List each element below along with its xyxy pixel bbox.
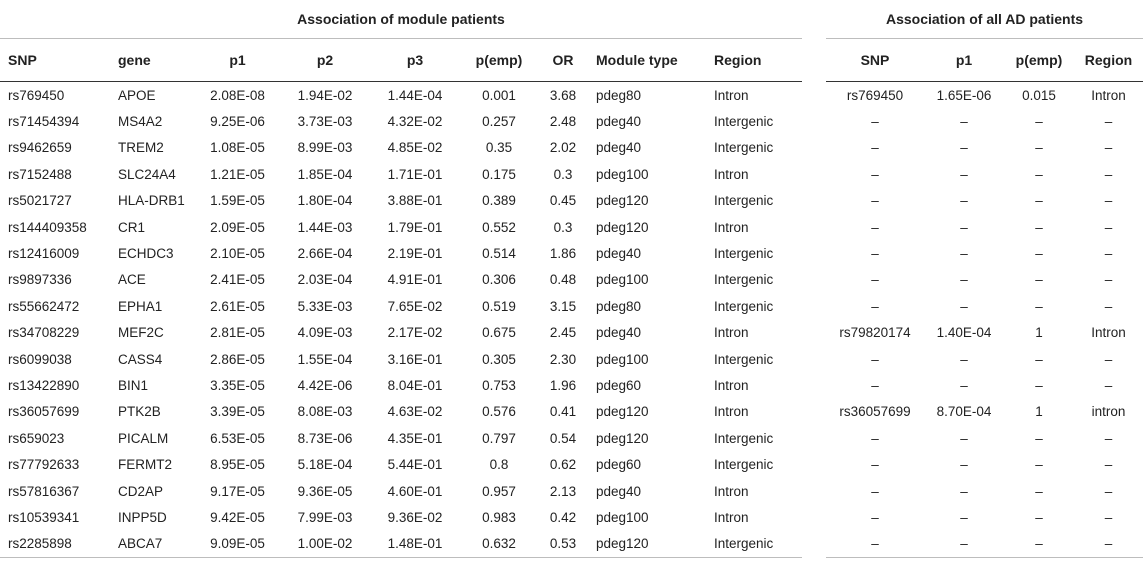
cell-snp-all: – <box>871 272 879 288</box>
cell-pemp-all: – <box>1035 272 1043 288</box>
cell-p1: 2.09E-05 <box>210 219 265 235</box>
cell-p3: 3.88E-01 <box>387 193 443 209</box>
cell-region-all: – <box>1104 272 1113 288</box>
cell-region: Intergenic <box>714 114 774 130</box>
cell-gene: FERMT2 <box>118 457 172 473</box>
cell-gene: APOE <box>118 87 156 103</box>
cell-p1: 9.09E-05 <box>195 531 280 558</box>
group-header-module: Association of module patients <box>0 0 802 39</box>
cell-module-type: pdeg120 <box>596 219 649 235</box>
cell-pemp: 0.983 <box>482 509 516 525</box>
cell-pemp-all: – <box>1035 166 1043 182</box>
cell-snp: rs5021727 <box>8 193 72 209</box>
cell-p3: 1.44E-04 <box>387 87 443 103</box>
cell-snp: rs57816367 <box>8 483 80 499</box>
cell-p3: 4.32E-02 <box>387 114 443 130</box>
cell-or: 0.42 <box>549 509 577 525</box>
cell-or: 0.62 <box>549 457 577 473</box>
cell-p1: 1.08E-05 <box>210 140 265 156</box>
cell-p2: 5.33E-03 <box>297 298 353 314</box>
cell-pemp-all: – <box>1035 457 1043 473</box>
cell-pemp: 0.552 <box>482 219 516 235</box>
cell-or: 2.48 <box>549 114 577 130</box>
cell-pemp: 0.257 <box>482 114 516 130</box>
cell-pemp-all: 0.015 <box>1022 87 1056 103</box>
cell-p3: 3.16E-01 <box>387 351 443 367</box>
cell-gap <box>802 161 826 187</box>
cell-pemp-all: – <box>1035 483 1043 499</box>
cell-p1-all: – <box>960 219 968 235</box>
table-row <box>0 293 1143 319</box>
cell-snp-all: – <box>871 166 879 182</box>
cell-or: 0.54 <box>549 430 577 446</box>
group-header-all-ad: Association of all AD patients <box>826 0 1143 39</box>
cell-p1: 3.35E-05 <box>210 377 265 393</box>
table-body <box>0 82 1143 558</box>
cell-region: Intergenic <box>714 430 774 446</box>
table-row <box>0 478 1143 504</box>
cell-p3: 7.65E-02 <box>387 298 443 314</box>
cell-region: Intergenic <box>714 457 774 473</box>
cell-snp-all: – <box>871 246 879 262</box>
cell-pemp: 0.175 <box>482 166 516 182</box>
cell-snp: rs13422890 <box>8 377 80 393</box>
cell-p1: 2.86E-05 <box>210 351 265 367</box>
cell-p2: 8.08E-03 <box>297 404 353 420</box>
cell-module-type: pdeg40 <box>596 483 642 499</box>
cell-p2: 1.00E-02 <box>280 531 370 558</box>
cell-region: Intron <box>714 166 749 182</box>
cell-snp-all: – <box>871 298 879 314</box>
cell-gap <box>802 399 826 425</box>
cell-or: 1.86 <box>549 246 577 262</box>
cell-module-type: pdeg40 <box>596 114 642 130</box>
cell-pemp: 0.753 <box>482 377 516 393</box>
table-row <box>0 399 1143 425</box>
cell-gap <box>802 372 826 398</box>
cell-pemp-all: – <box>1035 140 1043 156</box>
cell-p1: 2.41E-05 <box>210 272 265 288</box>
cell-pemp: 0.797 <box>482 430 516 446</box>
cell-pemp: 0.519 <box>482 298 516 314</box>
cell-region-all: Intron <box>1091 325 1126 341</box>
cell-pemp-all: 1 <box>1035 404 1043 420</box>
cell-gap <box>802 214 826 240</box>
cell-p1: 8.95E-05 <box>210 457 265 473</box>
cell-module-type: pdeg100 <box>596 509 649 525</box>
cell-module-type: pdeg120 <box>596 193 649 209</box>
cell-region: Intergenic <box>714 193 774 209</box>
cell-p1-all: – <box>960 377 968 393</box>
cell-snp-all: – <box>871 114 879 130</box>
cell-region-all: – <box>1104 114 1113 130</box>
cell-p1: 1.21E-05 <box>210 166 265 182</box>
cell-snp: rs55662472 <box>8 298 80 314</box>
cell-region: Intergenic <box>714 351 774 367</box>
table-row <box>0 161 1143 187</box>
cell-p2: 4.09E-03 <box>297 325 353 341</box>
cell-p1-all: – <box>960 114 968 130</box>
cell-p1: 1.59E-05 <box>210 193 265 209</box>
cell-gap <box>802 188 826 214</box>
cell-snp: rs769450 <box>8 87 65 103</box>
cell-gene: ECHDC3 <box>118 246 174 262</box>
col-header-p1-all: p1 <box>924 39 1004 82</box>
cell-p3: 4.60E-01 <box>387 483 443 499</box>
cell-or: 3.68 <box>549 87 577 103</box>
table-row <box>0 82 1143 109</box>
cell-pemp: 0.305 <box>482 351 516 367</box>
cell-module-type: pdeg100 <box>596 166 649 182</box>
cell-snp-all: – <box>871 193 879 209</box>
cell-snp-all: – <box>871 351 879 367</box>
cell-gap <box>802 504 826 530</box>
cell-snp: rs2285898 <box>0 531 110 558</box>
table-row <box>0 135 1143 161</box>
cell-or: 0.45 <box>549 193 577 209</box>
cell-pemp: 0.514 <box>482 246 516 262</box>
cell-p1: 2.81E-05 <box>210 325 265 341</box>
cell-snp: rs36057699 <box>8 404 80 420</box>
cell-pemp: 0.35 <box>485 140 513 156</box>
cell-gap <box>802 451 826 477</box>
cell-region-all: – <box>1104 219 1113 235</box>
cell-snp-all: – <box>871 457 879 473</box>
cell-snp-all: rs36057699 <box>839 404 911 420</box>
cell-p1-all: – <box>924 531 1004 558</box>
cell-snp-all: – <box>826 531 924 558</box>
table-row <box>0 320 1143 346</box>
col-header-region: Region <box>706 39 802 82</box>
cell-snp: rs9897336 <box>8 272 72 288</box>
cell-gene: HLA-DRB1 <box>118 193 185 209</box>
cell-p1-all: 1.40E-04 <box>936 325 992 341</box>
cell-snp-all: – <box>871 377 879 393</box>
cell-region-all: Intron <box>1091 87 1126 103</box>
cell-gene: CR1 <box>118 219 146 235</box>
cell-region-all: – <box>1104 298 1113 314</box>
cell-p1: 9.17E-05 <box>210 483 265 499</box>
cell-gene: CASS4 <box>118 351 163 367</box>
cell-p3: 1.79E-01 <box>387 219 443 235</box>
cell-module-type: pdeg120 <box>596 404 649 420</box>
cell-module-type: pdeg40 <box>596 325 642 341</box>
cell-region: Intergenic <box>706 531 802 558</box>
cell-p1-all: – <box>960 430 968 446</box>
cell-region: Intron <box>714 509 749 525</box>
cell-pemp-all: – <box>1035 219 1043 235</box>
cell-snp: rs659023 <box>8 430 65 446</box>
cell-p3: 5.44E-01 <box>387 457 443 473</box>
cell-p1-all: – <box>960 298 968 314</box>
col-header-p2: p2 <box>280 39 370 82</box>
cell-gene: SLC24A4 <box>118 166 176 182</box>
cell-p1-all: – <box>960 509 968 525</box>
cell-p2: 4.42E-06 <box>297 377 353 393</box>
cell-p3: 8.04E-01 <box>387 377 443 393</box>
cell-p1-all: – <box>960 166 968 182</box>
cell-module-type: pdeg40 <box>596 140 642 156</box>
cell-gene: ABCA7 <box>110 531 195 558</box>
cell-pemp-all: – <box>1035 351 1043 367</box>
cell-module-type: pdeg80 <box>596 87 642 103</box>
cell-p1: 2.08E-08 <box>210 87 265 103</box>
cell-snp: rs34708229 <box>8 325 80 341</box>
cell-p3: 4.91E-01 <box>387 272 443 288</box>
cell-region-all: – <box>1104 430 1113 446</box>
cell-snp: rs77792633 <box>8 457 80 473</box>
cell-gene: MEF2C <box>118 325 164 341</box>
cell-region: Intergenic <box>714 272 774 288</box>
header-gap <box>802 39 826 82</box>
table-row <box>0 451 1143 477</box>
cell-snp-all: rs79820174 <box>839 325 911 341</box>
cell-p1-all: 8.70E-04 <box>936 404 992 420</box>
cell-pemp: 0.001 <box>482 87 516 103</box>
cell-p2: 1.44E-03 <box>297 219 353 235</box>
cell-p1: 9.25E-06 <box>210 114 265 130</box>
cell-gap <box>802 531 826 558</box>
cell-snp: rs9462659 <box>8 140 72 156</box>
cell-p2: 9.36E-05 <box>297 483 353 499</box>
cell-p3: 9.36E-02 <box>387 509 443 525</box>
cell-module-type: pdeg60 <box>596 377 642 393</box>
cell-pemp: 0.632 <box>460 531 538 558</box>
table-row <box>0 188 1143 214</box>
cell-gene: BIN1 <box>118 377 149 393</box>
cell-p3: 2.19E-01 <box>387 246 443 262</box>
cell-module-type: pdeg120 <box>596 430 649 446</box>
table-row <box>0 267 1143 293</box>
cell-gap <box>802 478 826 504</box>
cell-p1: 2.10E-05 <box>210 246 265 262</box>
cell-gene: EPHA1 <box>118 298 163 314</box>
column-header-row <box>0 39 1143 82</box>
cell-gene: CD2AP <box>118 483 164 499</box>
cell-region: Intron <box>714 87 749 103</box>
cell-or: 0.53 <box>538 531 588 558</box>
cell-pemp: 0.8 <box>489 457 509 473</box>
cell-p1-all: – <box>960 193 968 209</box>
cell-p2: 5.18E-04 <box>297 457 353 473</box>
cell-pemp: 0.957 <box>482 483 516 499</box>
cell-p1-all: – <box>960 483 968 499</box>
cell-pemp-all: – <box>1035 509 1043 525</box>
cell-p1-all: – <box>960 351 968 367</box>
cell-gap <box>802 108 826 134</box>
cell-gap <box>802 346 826 372</box>
cell-region-all: – <box>1104 166 1113 182</box>
cell-pemp-all: – <box>1035 430 1043 446</box>
cell-region-all: – <box>1104 193 1113 209</box>
cell-p1: 6.53E-05 <box>210 430 265 446</box>
cell-region: Intron <box>714 219 749 235</box>
cell-pemp: 0.675 <box>482 325 516 341</box>
cell-snp-all: – <box>871 430 879 446</box>
cell-module-type: pdeg40 <box>596 246 642 262</box>
cell-p2: 1.80E-04 <box>297 193 353 209</box>
col-header-pemp-all: p(emp) <box>1004 39 1074 82</box>
cell-pemp-all: – <box>1035 193 1043 209</box>
cell-gene: PICALM <box>118 430 169 446</box>
cell-gap <box>802 82 826 109</box>
cell-p2: 8.99E-03 <box>297 140 353 156</box>
col-header-p3: p3 <box>370 39 460 82</box>
group-gap <box>802 0 826 39</box>
cell-p3: 2.17E-02 <box>387 325 443 341</box>
cell-snp: rs7152488 <box>8 166 72 182</box>
cell-or: 0.41 <box>549 404 577 420</box>
table-row <box>0 504 1143 530</box>
cell-region: Intron <box>714 483 749 499</box>
cell-gene: TREM2 <box>118 140 164 156</box>
cell-p3: 4.63E-02 <box>387 404 443 420</box>
cell-gap <box>802 240 826 266</box>
cell-p1: 3.39E-05 <box>210 404 265 420</box>
col-header-pemp: p(emp) <box>460 39 538 82</box>
cell-snp: rs6099038 <box>8 351 72 367</box>
cell-snp-all: rs769450 <box>846 87 904 103</box>
cell-p1-all: – <box>960 246 968 262</box>
table-row <box>0 214 1143 240</box>
cell-p2: 1.85E-04 <box>297 166 353 182</box>
cell-gap <box>802 267 826 293</box>
cell-gene: ACE <box>118 272 146 288</box>
cell-p1-all: – <box>960 457 968 473</box>
cell-pemp: 0.389 <box>482 193 516 209</box>
table-row <box>0 372 1143 398</box>
cell-snp: rs144409358 <box>8 219 87 235</box>
cell-pemp-all: – <box>1035 114 1043 130</box>
cell-pemp-all: – <box>1035 377 1043 393</box>
cell-region-all: – <box>1074 531 1143 558</box>
cell-snp: rs10539341 <box>8 509 80 525</box>
table-row <box>0 425 1143 451</box>
cell-p2: 1.55E-04 <box>297 351 353 367</box>
cell-region: Intergenic <box>714 246 774 262</box>
cell-region: Intron <box>714 377 749 393</box>
cell-gap <box>802 135 826 161</box>
group-header-row <box>0 0 1143 39</box>
cell-gene: MS4A2 <box>118 114 163 130</box>
cell-p1-all: 1.65E-06 <box>936 87 992 103</box>
cell-region-all: – <box>1104 351 1113 367</box>
cell-p1-all: – <box>960 140 968 156</box>
cell-region: Intergenic <box>714 140 774 156</box>
cell-region-all: intron <box>1091 404 1126 420</box>
cell-snp: rs12416009 <box>8 246 80 262</box>
cell-gap <box>802 425 826 451</box>
cell-region-all: – <box>1104 483 1113 499</box>
cell-or: 3.15 <box>549 298 577 314</box>
cell-pemp-all: – <box>1035 246 1043 262</box>
cell-pemp-all: – <box>1035 298 1043 314</box>
cell-module-type: pdeg100 <box>596 272 649 288</box>
cell-region-all: – <box>1104 457 1113 473</box>
cell-or: 1.96 <box>549 377 577 393</box>
col-header-snp: SNP <box>0 39 110 82</box>
cell-p1: 9.42E-05 <box>210 509 265 525</box>
cell-p2: 2.66E-04 <box>297 246 353 262</box>
cell-p2: 1.94E-02 <box>297 87 353 103</box>
cell-pemp: 0.576 <box>482 404 516 420</box>
cell-pemp: 0.306 <box>482 272 516 288</box>
cell-gene: INPP5D <box>118 509 167 525</box>
cell-p3: 4.85E-02 <box>387 140 443 156</box>
cell-module-type: pdeg80 <box>596 298 642 314</box>
cell-region-all: – <box>1104 509 1113 525</box>
cell-p2: 8.73E-06 <box>297 430 353 446</box>
cell-region-all: – <box>1104 140 1113 156</box>
cell-or: 0.48 <box>549 272 577 288</box>
cell-module-type: pdeg120 <box>588 531 706 558</box>
cell-p2: 3.73E-03 <box>297 114 353 130</box>
cell-region: Intron <box>714 325 749 341</box>
cell-module-type: pdeg60 <box>596 457 642 473</box>
cell-or: 0.3 <box>553 166 573 182</box>
cell-module-type: pdeg100 <box>596 351 649 367</box>
cell-p1: 2.61E-05 <box>210 298 265 314</box>
col-header-module-type: Module type <box>588 39 706 82</box>
cell-or: 2.45 <box>549 325 577 341</box>
cell-or: 2.30 <box>549 351 577 367</box>
cell-snp-all: – <box>871 219 879 235</box>
table-row <box>0 346 1143 372</box>
cell-p3: 4.35E-01 <box>387 430 443 446</box>
cell-or: 2.02 <box>549 140 577 156</box>
table-row <box>0 240 1143 266</box>
col-header-p1: p1 <box>195 39 280 82</box>
cell-p2: 2.03E-04 <box>297 272 353 288</box>
cell-p3: 1.71E-01 <box>387 166 443 182</box>
cell-region: Intron <box>714 404 749 420</box>
col-header-or: OR <box>538 39 588 82</box>
col-header-gene: gene <box>110 39 195 82</box>
cell-snp-all: – <box>871 483 879 499</box>
cell-pemp-all: 1 <box>1035 325 1043 341</box>
cell-snp: rs71454394 <box>8 114 80 130</box>
table-row <box>0 108 1143 134</box>
cell-gap <box>802 293 826 319</box>
cell-p3: 1.48E-01 <box>370 531 460 558</box>
cell-pemp-all: – <box>1004 531 1074 558</box>
cell-region-all: – <box>1104 377 1113 393</box>
cell-region-all: – <box>1104 246 1113 262</box>
cell-region: Intergenic <box>714 298 774 314</box>
table-row <box>0 531 1143 558</box>
cell-or: 0.3 <box>553 219 573 235</box>
cell-p1-all: – <box>960 272 968 288</box>
cell-snp-all: – <box>871 509 879 525</box>
cell-gap <box>802 320 826 346</box>
cell-or: 2.13 <box>549 483 577 499</box>
col-header-snp-all: SNP <box>826 39 924 82</box>
cell-snp-all: – <box>871 140 879 156</box>
cell-p2: 7.99E-03 <box>297 509 353 525</box>
col-header-region-all: Region <box>1074 39 1143 82</box>
cell-gene: PTK2B <box>118 404 161 420</box>
